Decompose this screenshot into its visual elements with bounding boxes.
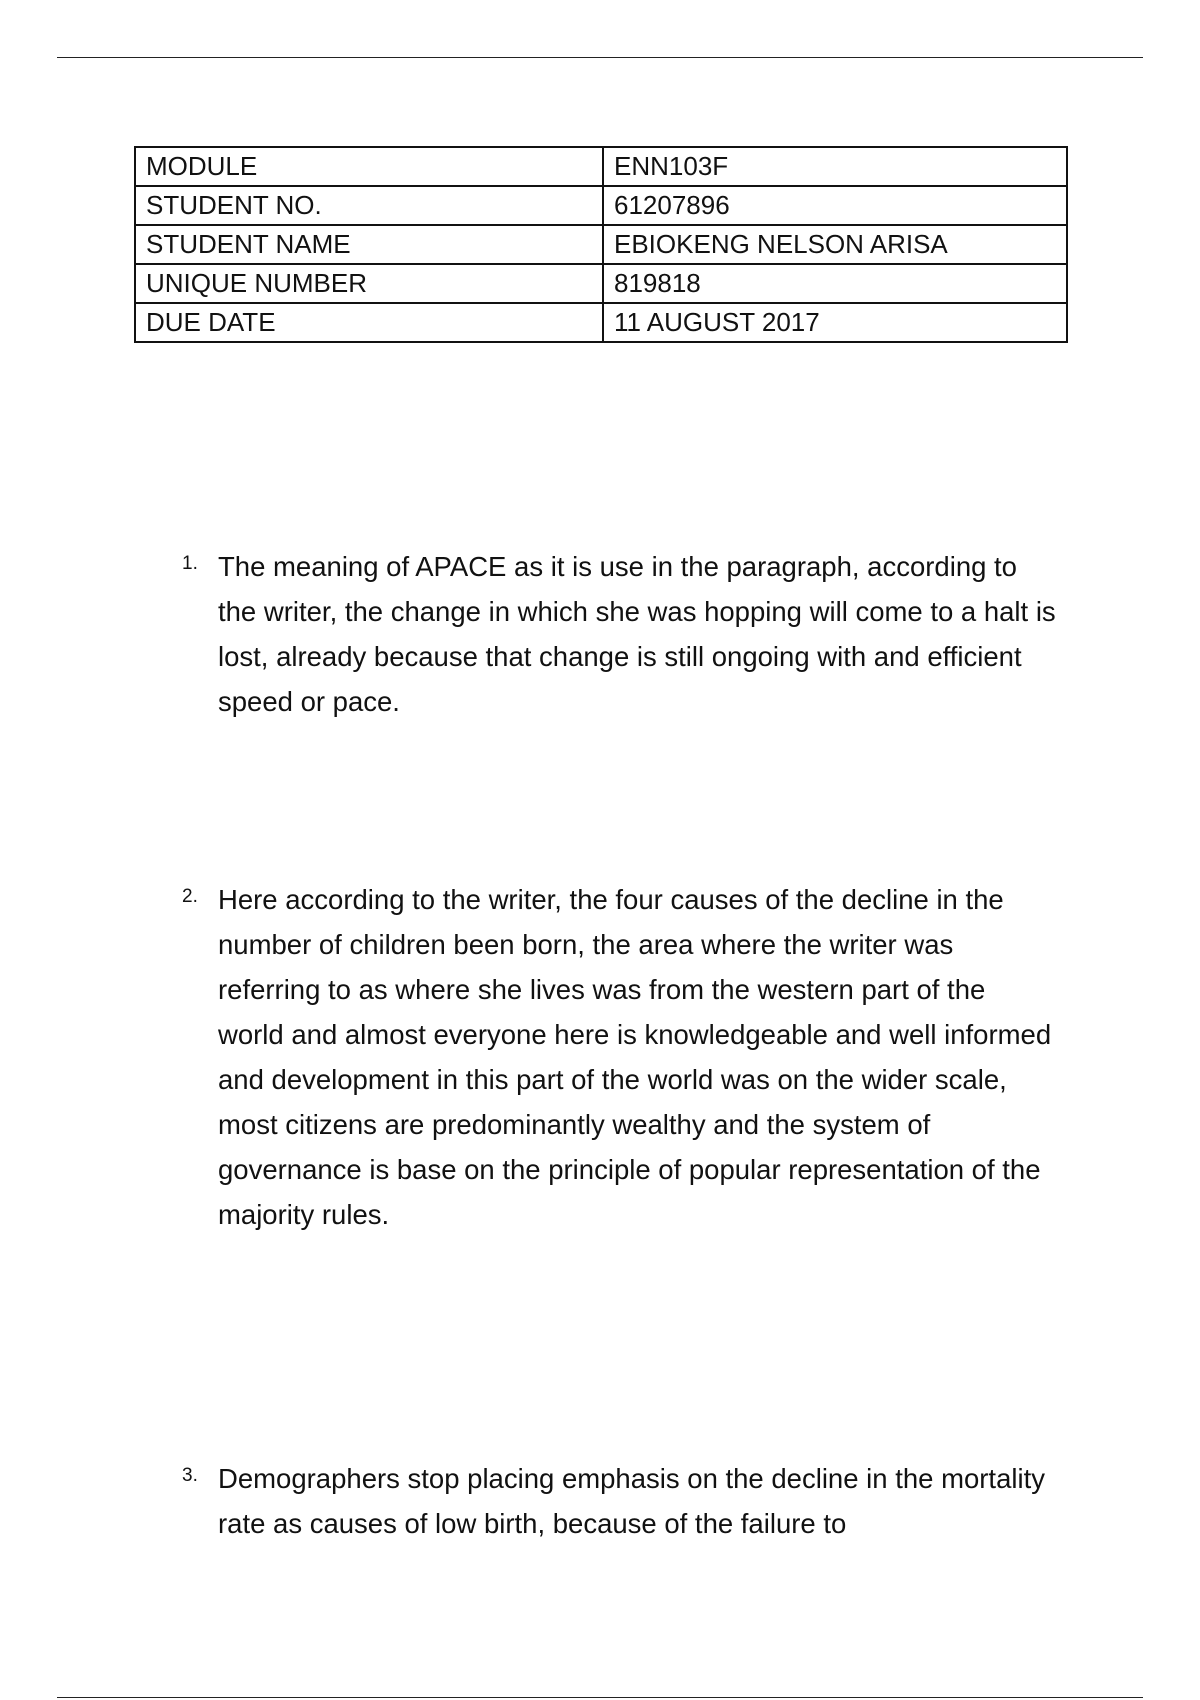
answer-item-1: [176, 544, 1076, 724]
answer-text: Demographers stop placing emphasis on the decline in the mortality rate as causes of low birth, because of the failure to: [218, 1463, 1045, 1539]
student-name-value: EBIOKENG NELSON ARISA: [603, 225, 1067, 264]
student-no-value: 61207896: [603, 186, 1067, 225]
table-row: [135, 147, 1067, 186]
table-row: [135, 186, 1067, 225]
answer-item-2: [176, 877, 1076, 1237]
due-date-value: 11 AUGUST 2017: [603, 303, 1067, 342]
unique-number-value: 819818: [603, 264, 1067, 303]
student-name-label: STUDENT NAME: [135, 225, 603, 264]
due-date-label: DUE DATE: [135, 303, 603, 342]
table-row: [135, 225, 1067, 264]
student-no-label: STUDENT NO.: [135, 186, 603, 225]
header-rule: [57, 57, 1143, 58]
answer-number: 1.: [182, 553, 198, 574]
answer-number: 2.: [182, 886, 198, 907]
answer-text: The meaning of APACE as it is use in the paragraph, according to the writer, the change in which she was hopping will come to a halt is lost, already because that change is still ongoing with and efficient speed or pace.: [218, 551, 1056, 717]
answer-number: 3.: [182, 1465, 198, 1486]
unique-number-label: UNIQUE NUMBER: [135, 264, 603, 303]
answer-item-3: [176, 1456, 1076, 1546]
table-row: [135, 303, 1067, 342]
footer-rule: [57, 1697, 1143, 1698]
table-row: [135, 264, 1067, 303]
student-info-table: [134, 146, 1068, 343]
module-value: ENN103F: [603, 147, 1067, 186]
answer-text: Here according to the writer, the four causes of the decline in the number of children been born, the area where the writer was referring to as where she lives was from the western part of the world and almost everyone here is knowledgeable and well informed and development in this part of the world was on the wider scale, most citizens are predominantly wealthy and the system of governance is base on the principle of popular representation of the majority rules.: [218, 884, 1052, 1230]
module-label: MODULE: [135, 147, 603, 186]
